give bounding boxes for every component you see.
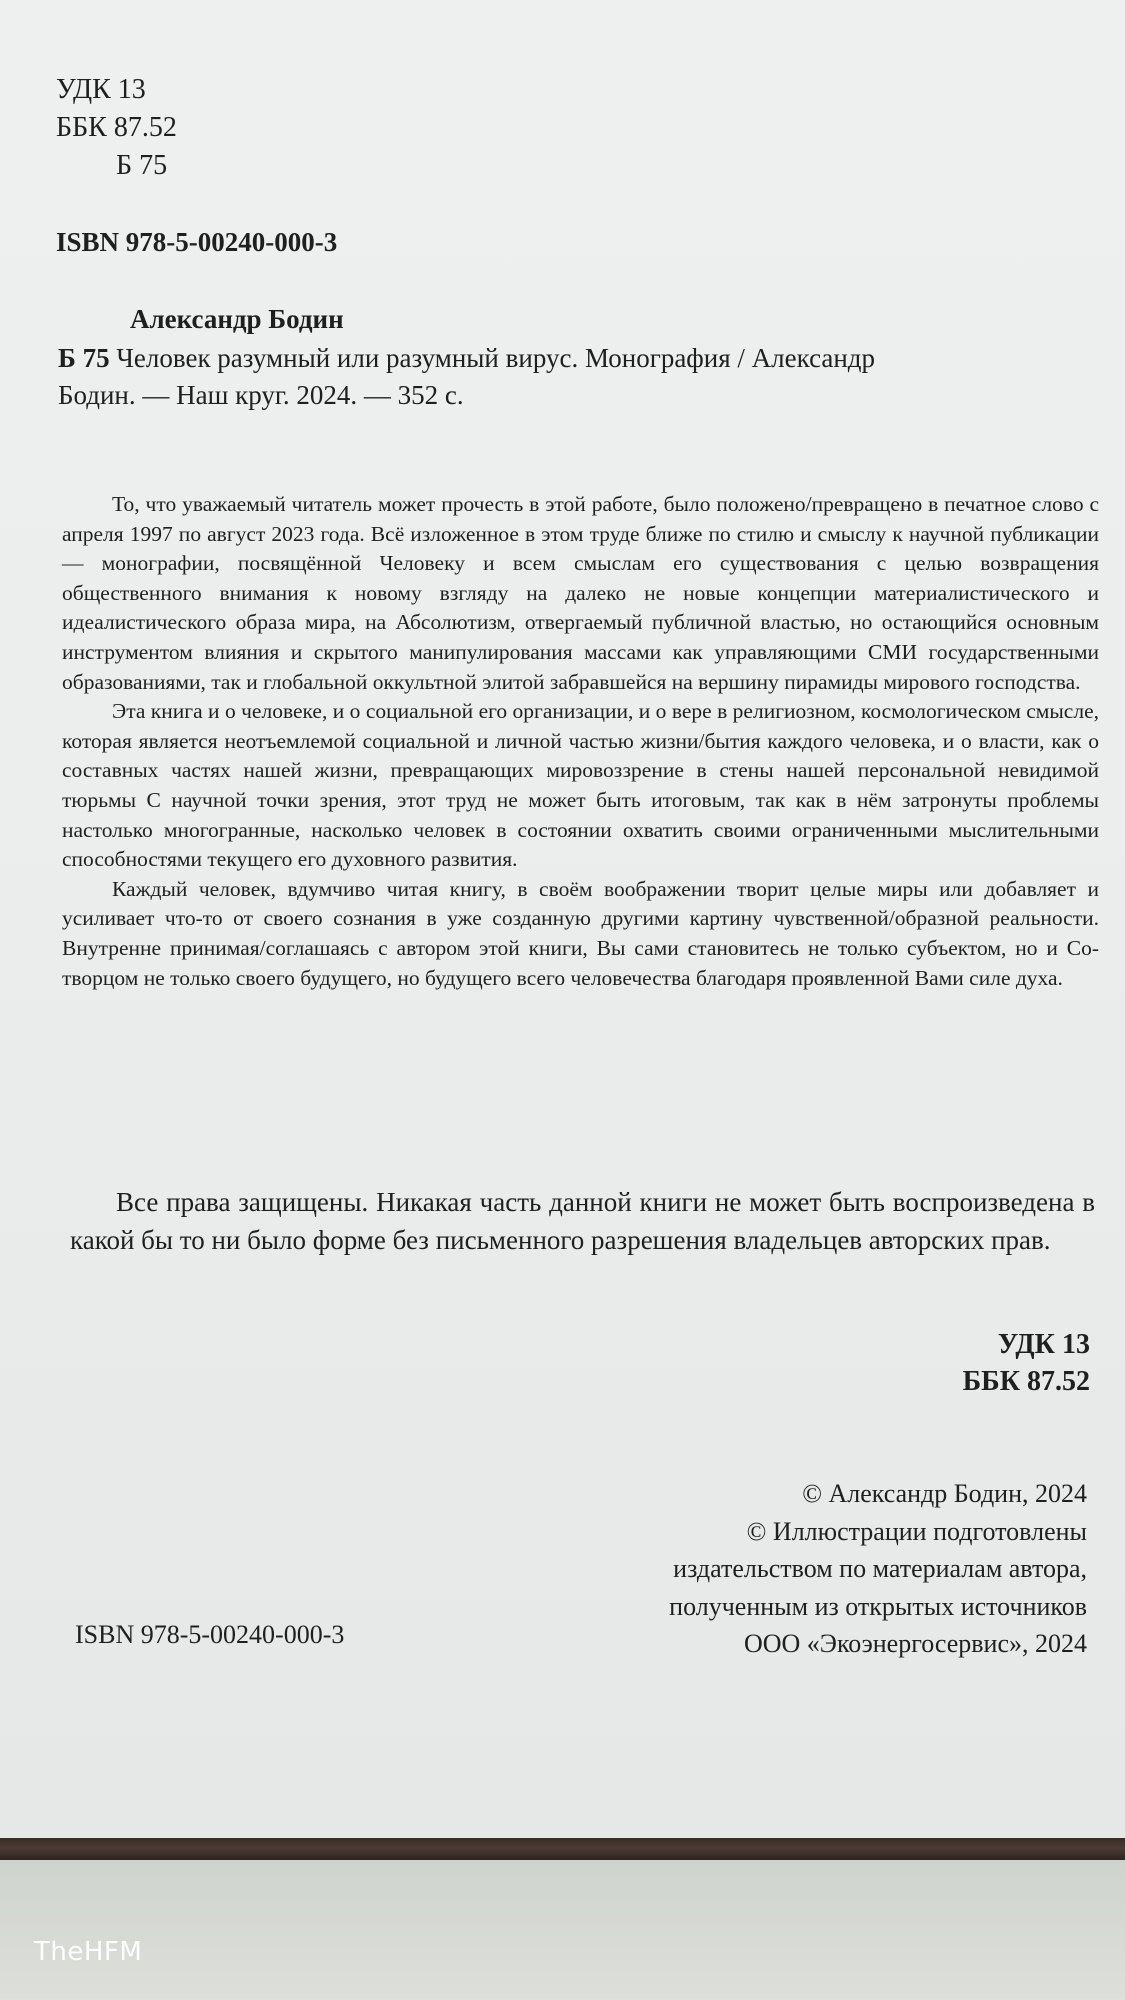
annotation-paragraph: Эта книга и о человеке, и о социальной его организации, и о вере в религиозном, космологическом смысле, которая является неотъемлемой социальной и личной частью жизни/бытия каждого человека, и о власти, как о составных частях нашей жизни, превращающих мировоззрение в стены нашей персональной невидимой тюрьмы С научной точки зрения, этот труд не может быть итоговым, так как в нём затронуты проблемы настолько многогранные, насколько человек в состоянии охватить своими ограниченными мыслительными способностями текущего его духовного развития. — [62, 699, 1099, 872]
copyright-line: © Александр Бодин, 2024 — [802, 1479, 1087, 1508]
udk-code: УДК 13 — [56, 74, 146, 105]
biblio-title: Человек разумный или разумный вирус. Монография / Александр — [109, 343, 876, 373]
table-surface — [0, 1860, 1125, 2000]
bbk-code: ББК 87.52 — [56, 112, 177, 143]
book-page-edge — [0, 1838, 1125, 1860]
bibliographic-record — [58, 340, 1018, 414]
isbn-header: ISBN 978-5-00240-000-3 — [56, 227, 338, 257]
rights-notice: Все права защищены. Никакая часть данной книги не может быть воспроизведена в какой бы то ни было форме без письменного разрешения владельцев авторских прав. — [70, 1187, 1095, 1255]
biblio-line-1 — [58, 340, 1018, 377]
udk-code-footer: УДК 13 — [997, 1329, 1090, 1360]
author-sign: Б 75 — [116, 150, 168, 181]
annotation-paragraph: То, что уважаемый читатель может прочесть в этой работе, было положено/превращено в печатное слово с апреля 1997 по август 2023 года. Всё изложенное в этом труде ближе по стилю и смыслу к научной публикации — монографии, посвящённой Человеку и всем смыслам его существования с целью возвращения общественного внимания к новому взгляду на далеко не новые концепции материалистического и идеалистического образа мира, на Абсолютизм, отвергаемый публичной властью, но остающийся основным инструментом влияния и скрытого манипулирования массами как управляющими СМИ государственными образованиями, так и глобальной оккультной элитой забравшейся на вершину пирамиды мирового господства. — [62, 492, 1099, 694]
copyright-line: © Иллюстрации подготовлены — [746, 1516, 1087, 1546]
annotation — [62, 490, 1099, 993]
biblio-code: Б 75 — [58, 343, 110, 373]
copyright-line: издательством по материалам автора, — [673, 1554, 1087, 1583]
bbk-code-footer: ББК 87.52 — [962, 1366, 1090, 1397]
copyright-line: полученным из открытых источников — [669, 1591, 1087, 1621]
copyright-line: ООО «Экоэнергосервис», 2024 — [743, 1629, 1087, 1658]
isbn-footer: ISBN 978-5-00240-000-3 — [75, 1620, 345, 1649]
watermark-text: TheHFM — [34, 1937, 143, 1967]
author-heading: Александр Бодин — [130, 304, 344, 334]
biblio-line-2: Бодин. — Наш круг. 2024. — 352 с. — [58, 380, 464, 410]
annotation-paragraph: Каждый человек, вдумчиво читая книгу, в своём воображении творит целые миры или добавляет и усиливает что-то от своего сознания в уже созданную другими картину чувственной/образной реальности. Внутренне принимая/соглашаясь с автором этой книги, Вы сами становитесь не только субъектом, но и Со-творцом не только своего будущего, но будущего всего человечества благодаря проявленной Вами силе духа. — [62, 876, 1099, 990]
copyright-block — [669, 1475, 1087, 1663]
